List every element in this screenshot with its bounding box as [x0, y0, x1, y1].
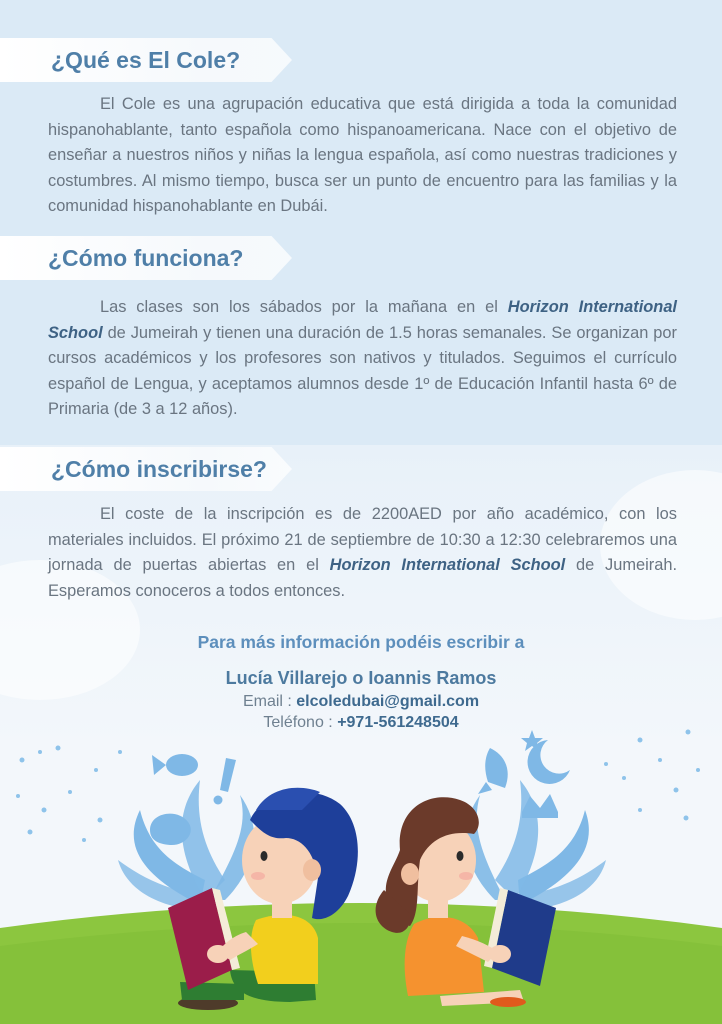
section-body-como-inscribirse — [48, 502, 677, 604]
school-name: Horizon International School — [48, 298, 677, 342]
section-body-como-funciona — [48, 295, 677, 423]
body-text: de Jumeirah y tienen una duración de 1.5 horas semanales. Se organizan por cursos académicos y los profesores son nativos y titulados. Seguimos el currículo español de Lengua, y aceptamos alumnos desde 1º de Educación Infantil hasta 6º de Primaria (de 3 a 12 años). — [48, 323, 677, 418]
phone-label: Teléfono : — [263, 714, 338, 731]
body-text: Las clases son los sábados por la mañana en el — [100, 298, 508, 316]
section-title-como-inscribirse: ¿Cómo inscribirse? — [51, 456, 267, 482]
fish-icon — [152, 754, 198, 776]
exclamation-icon — [214, 758, 237, 805]
right-book-splash — [466, 730, 606, 910]
body-text: El coste de la inscripción es de 2200AED por año académico, con los materiales incluidos. El próximo 21 de septiembre de 10:30 a 12:30 celebraremos una jornada de puertas abiertas en el — [48, 505, 677, 574]
phone-number: +971-561248504 — [337, 714, 459, 731]
rocket-icon — [478, 748, 508, 794]
star-dots-right — [604, 730, 700, 821]
email-label: Email : — [242, 693, 297, 710]
section-title-que-es: ¿Qué es El Cole? — [51, 47, 241, 73]
section-title-como-funciona: ¿Cómo funciona? — [48, 245, 244, 271]
body-text: de Jumeirah. Esperamos conoceros a todos entonces. — [48, 556, 677, 600]
children-reading-illustration — [0, 700, 722, 1024]
school-name: Horizon International School — [329, 556, 566, 574]
section-body-que-es: El Cole es una agrupación educativa que está dirigida a toda la comunidad hispanohablante, tanto española como hispanoamericana. Nace con el objetivo de enseñar a nuestros niños y niñas la lengua española, así como nuestras tradiciones y costumbres. Al mismo tiempo, busca ser un punto de encuentro para las familias y la comunidad hispanohablante en Dubái. — [48, 95, 677, 215]
email-link[interactable]: elcoledubai@gmail.com — [296, 693, 480, 710]
left-book-splash — [118, 754, 254, 910]
contact-names: Lucía Villarejo o Ioannis Ramos — [225, 668, 497, 688]
contact-title: Para más información podéis escribir a — [197, 632, 525, 652]
star-dots-left — [16, 746, 122, 843]
